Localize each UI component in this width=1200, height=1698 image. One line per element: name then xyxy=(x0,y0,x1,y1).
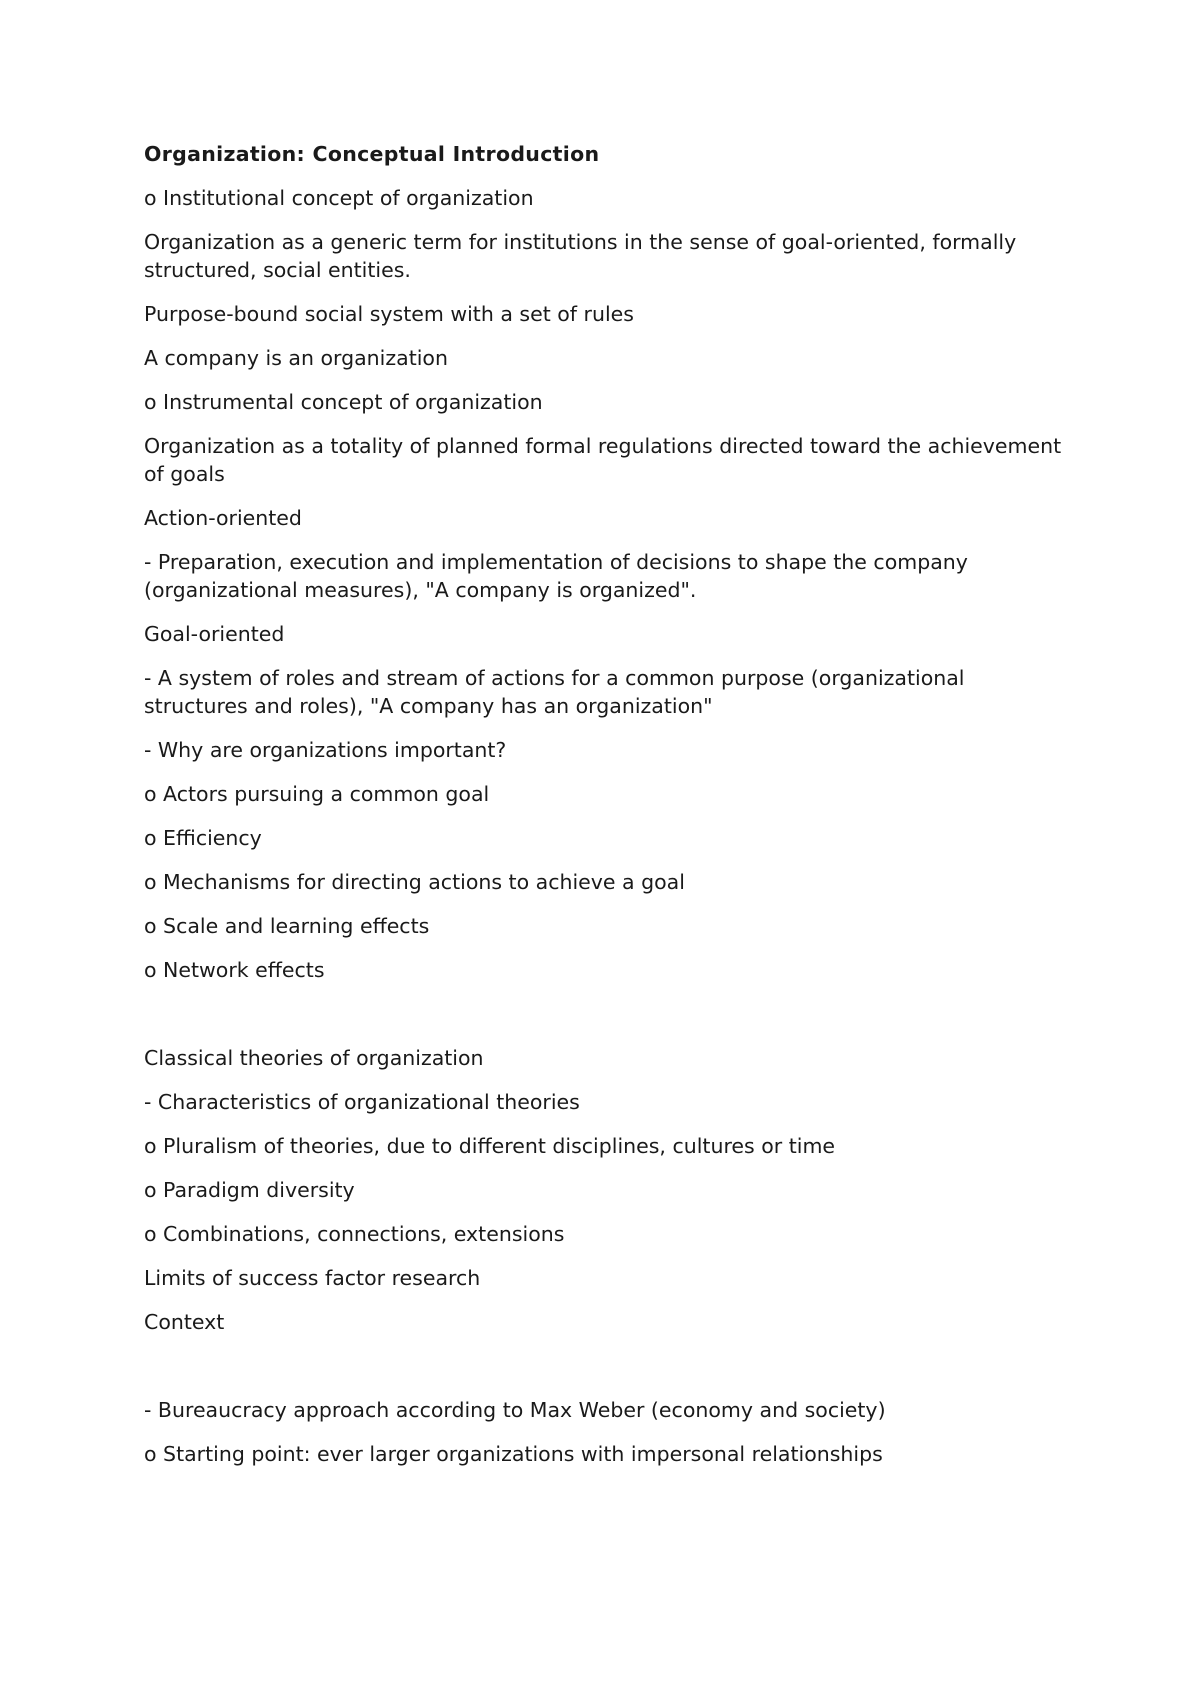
blank-line xyxy=(144,1352,1064,1396)
text-line: o Network effects xyxy=(144,958,325,982)
text-line: o Instrumental concept of organization xyxy=(144,390,543,414)
text-line: o Efficiency xyxy=(144,826,262,850)
text-line: - Why are organizations important? xyxy=(144,738,507,762)
text-line: o Mechanisms for directing actions to achieve a goal xyxy=(144,870,685,894)
text-line: Organization as a totality of planned formal regulations directed toward the achievement of goals xyxy=(144,434,1062,486)
text-line: Action-oriented xyxy=(144,506,302,530)
text-line: - Characteristics of organizational theories xyxy=(144,1090,580,1114)
text-line: - Bureaucracy approach according to Max Weber (economy and society) xyxy=(144,1398,886,1422)
text-line: Context xyxy=(144,1310,225,1334)
text-line: o Combinations, connections, extensions xyxy=(144,1222,565,1246)
text-line: o Scale and learning effects xyxy=(144,914,430,938)
text-line: Classical theories of organization xyxy=(144,1046,484,1070)
blank-line xyxy=(144,1000,1064,1044)
text-line: o Starting point: ever larger organizations with impersonal relationships xyxy=(144,1442,883,1466)
text-line: o Institutional concept of organization xyxy=(144,186,534,210)
text-line: o Actors pursuing a common goal xyxy=(144,782,490,806)
text-line: Purpose-bound social system with a set of rules xyxy=(144,302,634,326)
text-line: - A system of roles and stream of actions for a common purpose (organizational structures and roles), "A company has an organization" xyxy=(144,666,965,718)
document-body xyxy=(144,140,1064,1484)
text-line: o Paradigm diversity xyxy=(144,1178,355,1202)
text-line: Limits of success factor research xyxy=(144,1266,481,1290)
text-line: Goal-oriented xyxy=(144,622,285,646)
document-title: Organization: Conceptual Introduction xyxy=(144,142,600,166)
text-line: o Pluralism of theories, due to different disciplines, cultures or time xyxy=(144,1134,836,1158)
text-line: A company is an organization xyxy=(144,346,448,370)
text-line: Organization as a generic term for institutions in the sense of goal-oriented, formally structured, social entities. xyxy=(144,230,1017,282)
text-line: - Preparation, execution and implementation of decisions to shape the company (organizational measures), "A company is organized". xyxy=(144,550,968,602)
